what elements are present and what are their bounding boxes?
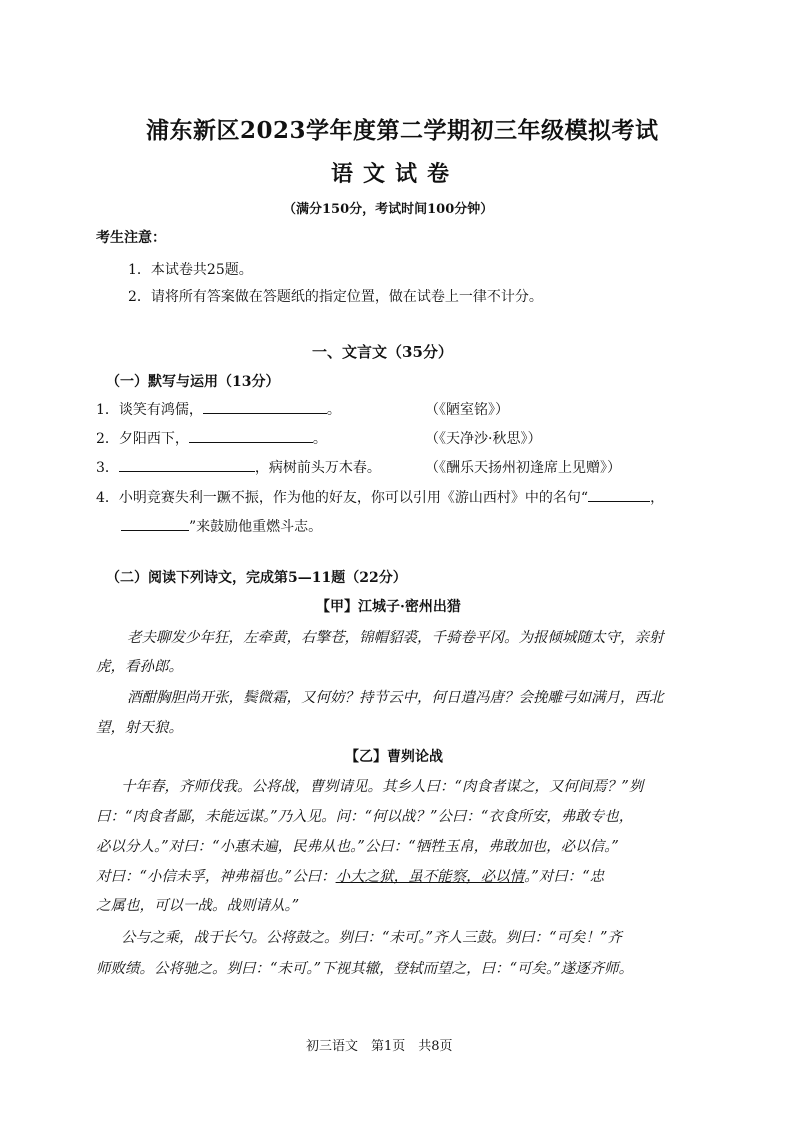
question-text: ， [650,490,665,506]
answer-blank [121,516,189,531]
passage-line: 曰：“肉食者鄙，未能远谋。”乃入见。问：“何以战？”公曰：“衣食所安，弗敢专也， [96,809,634,825]
passage-line [96,865,604,886]
question-text: 。 [326,402,341,418]
answer-blank [588,487,650,502]
poem-line: 望，射天狼。 [96,720,183,736]
notice-item: 1．本试卷共25题。 [128,262,253,278]
passage-line: 十年春，齐师伐我。公将战，曹刿请见。其乡人曰：“肉食者谋之，又何间焉？”刿 [121,779,644,795]
passage-text: 对曰：“小信未孚，神弗福也。”公曰： [96,869,336,885]
passage-line: 必以分人。”对曰：“小惠未遍，民弗从也。”公曰：“牺牲玉帛，弗敢加也，必以信。” [96,839,619,855]
question-2 [96,428,327,448]
question-text: 2．夕阳西下， [96,431,189,447]
question-text: 。 [312,431,327,447]
source-citation: （《天净沙·秋思》） [425,431,542,447]
passage-line: 之属也，可以一战。战则请从。” [96,898,300,914]
notice-heading: 考生注意： [96,230,166,246]
page-footer: 初三语文 第1页 共8页 [306,1039,453,1054]
poem-title: 【甲】江城子·密州出猎 [316,599,461,615]
question-text: ，病树前头万木春。 [254,460,381,476]
passage-title: 【乙】曹刿论战 [345,749,443,765]
source-citation: （《酬乐天扬州初逢席上见赠》） [425,460,621,476]
section-title: 一、文言文（35分） [312,343,453,361]
answer-blank [119,457,255,472]
question-text: 4．小明竞赛失利一蹶不振，作为他的好友，你可以引用《游山西村》中的名句“ [96,490,589,506]
question-text: 1．谈笑有鸿儒， [96,402,203,418]
question-text: 3． [96,460,119,476]
underlined-sentence: 小大之狱，虽不能察，必以情 [335,869,525,885]
notice-item: 2．请将所有答案做在答题纸的指定位置，做在试卷上一律不计分。 [128,289,543,305]
exam-title: 浦东新区2023学年度第二学期初三年级模拟考试 [146,117,659,144]
answer-blank [189,428,313,443]
passage-line: 师败绩。公将驰之。刿曰：“未可。”下视其辙，登轼而望之，曰：“可矣。”遂逐齐师。 [96,961,634,977]
passage-text: 。”对曰：“忠 [524,869,605,885]
passage-line: 公与之乘，战于长勺。公将鼓之。刿曰：“未可。”齐人三鼓。刿曰：“可矣！”齐 [121,930,622,946]
question-4 [96,487,664,507]
poem-line: 虎，看孙郎。 [96,659,183,675]
poem-line: 酒酣胸胆尚开张，鬓微霜，又何妨？持节云中，何日遣冯唐？会挽雕弓如满月，西北 [127,690,664,706]
subject-title: 语文试卷 [331,161,460,187]
part-title: （二）阅读下列诗文，完成第5—11题（22分） [106,570,407,586]
question-4-continued [121,516,322,536]
answer-blank [203,399,327,414]
source-citation: （《陋室铭》） [425,402,509,418]
poem-line: 老夫聊发少年狂，左牵黄，右擎苍，锦帽貂裘，千骑卷平冈。为报倾城随太守，亲射 [127,630,664,646]
question-1 [96,399,341,419]
question-text: ”来鼓励他重燃斗志。 [189,519,323,535]
question-3 [96,457,381,477]
part-title: （一）默写与运用（13分） [106,374,280,390]
score-info: （满分150分，考试时间100分钟） [283,202,494,217]
